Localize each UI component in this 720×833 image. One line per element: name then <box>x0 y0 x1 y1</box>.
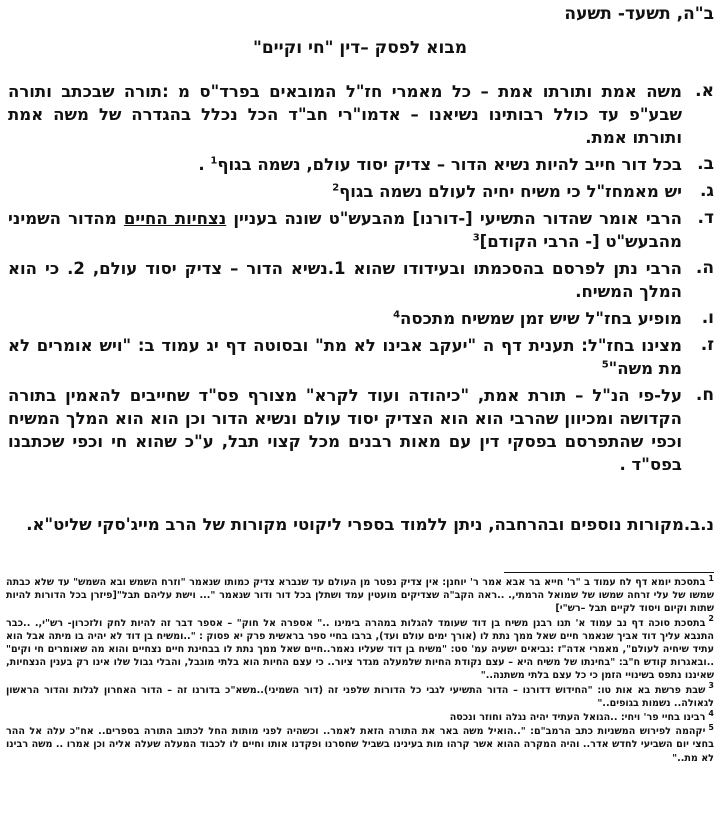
footnote-text: בתסכת יומא דף לח עמוד ב "ר' חייא בר אבא אמר ר' יוחנן: אין צדיק נפטר מן העולם עד שנברא צדיק כמותו שנאמר "וזרח השמש ובא השמש" עד שלא כבתה שמשו של עלי זרחה שמשו של שמואל הרמתי,. ..ראה הקב"ה שצדיקים מועטין עמד ושתלן בכל דור ודור שנאמר "... וישת עליהם תבל"[פיזרן בכל הדורות להיות שתות וקיום ויסוד לקיים תבל –רש"י] <box>6 577 714 615</box>
main-list <box>8 80 714 480</box>
footnote-number: 1 <box>708 573 714 583</box>
footnote-number: 2 <box>708 614 714 624</box>
date-header: ב"ה, תשעד- תשעה <box>564 4 714 24</box>
item-letter: א. <box>695 81 714 101</box>
footnote-ref[interactable]: 4 <box>393 309 401 321</box>
footnote-ref[interactable]: 5 <box>601 359 609 371</box>
item-text: יש מאמחז"ל כי משיח יחיה לעולם נשמה בגוף$^2$ <box>332 182 682 201</box>
footnote <box>6 573 714 616</box>
footnote-ref[interactable]: 2 <box>332 182 340 194</box>
list-item-alef <box>8 80 714 149</box>
item-letter: ח. <box>695 385 714 405</box>
footnote-number: 5 <box>708 723 714 733</box>
item-letter: ה. <box>695 258 714 278</box>
footnote-ref[interactable]: 3 <box>472 232 480 244</box>
footnote-text: יקהמה לפירוש המשניות כתב הרמב"ם: "..הואיל משה באר את התורה הזאת לאמר.. וכשהיה לפני מותות החל לכתוב התורה בספרים.. אח"כ עלה אל ההר בחצי יום השביעי לחדש אדר.. והיה המקרה ההוא אשר קרהו מות בעינינו בשביל שחסרנו ופקדנו אותו וחיים לו לכבוד המעלה שעלה אליה וכן אמרו .. משה רבינו לא מת.." <box>6 726 714 764</box>
list-item-zayin <box>8 334 714 380</box>
footnote-text: שבת פרשת בא אות טו: "החידוש דדורנו – הדור התשיעי לגבי כל הדורות שלפני זה (דור השמיני)..משא"כ בדורנו זה – הדור האחרון לגלות והדור הראשון לגאולה.. נשמות בגופים.." <box>6 684 714 709</box>
document-title: מבוא לפסק –דין "חי וקיים" <box>252 38 468 58</box>
item-text: משה אמת ותורתו אמת – כל מאמרי חז"ל המובאים בפרד"ס מ :תורה שבכתב ותורה שבע"פ עד כולל רבותינו נשיאנו – אדמו"רי חב"ד הכל נכלל בהגדרה של משה אמת ותורתו אמת. <box>8 82 682 147</box>
footnote <box>6 614 714 683</box>
footnote <box>6 708 714 724</box>
item-letter: ב. <box>697 154 714 174</box>
footnotes-section <box>6 573 714 766</box>
footnote-text: בתסכת סוכה דף נב עמוד א' תנו רבנן משיח בן דוד שעומד להגלות במהרה בימינו .." אספרה אל חוק" – אספר דבר זה להיות לחק ולזכרון- רש"י,. ..כבר התנבא עליך דוד אביך שנאמר חיים שאל ממך נתת לו (אורך ימים עולם ועד), ברבו בחיי ספר בראשית פרק יא פסוק : "..ומשיח בן דוד לא יהיה בו מיתה אבל הוא עתיד שיחיה לעולם", מאמרי אדה"ז :נביאים ישעיה עמ' סט: "משיח בן דוד שעליו נאמר..חיים שאל ממך נתת לו בבחינת חיים נצחיים והוא מה שאומרים חי וקים" ..ובאגרות קודש ח"ב: "בחינתו של משיח היא – עצם נקודת החיות שלמעלה מגדר ציור.. כי עצם החיות הוא בלתי מוגבל, והבלי גבול שלו אינו רק בענין הנצחיות, שאיננו נתפס בשינויי הזמן כי כל עצם בלתי משתנה.." <box>6 617 714 682</box>
item-text: הרבי נתן לפרסם בהסכמתו ובעידודו שהוא 1.נשיא הדור – צדיק יסוד עולם, 2. כי הוא המלך המשיח. <box>8 259 682 301</box>
item-text: בכל דור חייב להיות נשיא הדור – צדיק יסוד עולם, נשמה בגוף$^1$ . <box>198 155 682 174</box>
footnote-text: רבינו בחיי פר' ויחי: ..הגואל העתיד יהיה נגלה וחוזר ונכסה <box>449 712 706 724</box>
footnote-number: 3 <box>708 681 714 691</box>
footnote-ref[interactable]: 1 <box>210 155 218 167</box>
item-letter: ג. <box>699 181 714 201</box>
item-text: מופיע בחז"ל שיש זמן שמשיח מתכסה$^4$ <box>393 309 682 328</box>
item-letter: ז. <box>700 335 714 355</box>
footnote-number: 4 <box>708 708 714 718</box>
list-item-bet <box>8 153 714 176</box>
list-item-vav <box>8 307 714 330</box>
postscript-note: נ.ב.מקורות נוספים ובהרחבה, ניתן ללמוד בספרי ליקוטי מקורות של הרב מייג'סקי שליט"א. <box>26 515 714 534</box>
list-item-chet <box>8 384 714 476</box>
item-text: הרבי אומר שהדור התשיעי [-דורנו] מהבעש"ט שונה בעניין נצחיות החיים מהדור השמיני מהבעש"ט [- הרבי הקודם]$^3$ <box>8 209 683 251</box>
item-letter: ו. <box>701 308 714 328</box>
footnote <box>6 725 714 765</box>
list-item-dalet <box>8 207 714 253</box>
footnote <box>6 681 714 710</box>
footnote-divider <box>504 572 714 573</box>
item-text: מצינו בחז"ל: תענית דף ה "יעקב אבינו לא מת" ובסוטה דף יג עמוד ב: "ויש אומרים לא מת משה"$^5$ <box>8 336 682 378</box>
list-item-gimel <box>8 180 714 203</box>
item-letter: ד. <box>697 208 714 228</box>
underlined-phrase: נצחיות החיים <box>123 209 227 228</box>
item-text: על-פי הנ"ל – תורת אמת, "כיהודה ועוד לקרא" מצורף פס"ד שחייבים להאמין בתורה הקדושה ומכיוון שהרבי הוא הוא הצדיק יסוד עולם ונשיא הדור וכן הוא הוא המלך המשיח וכפי שהתפרסם בפסקי דין עם מאות רבנים מכל קצוי תבל, ע"כ שהוא חי וכפי שכתבנו בפס"ד . <box>8 386 682 474</box>
list-item-he <box>8 257 714 303</box>
